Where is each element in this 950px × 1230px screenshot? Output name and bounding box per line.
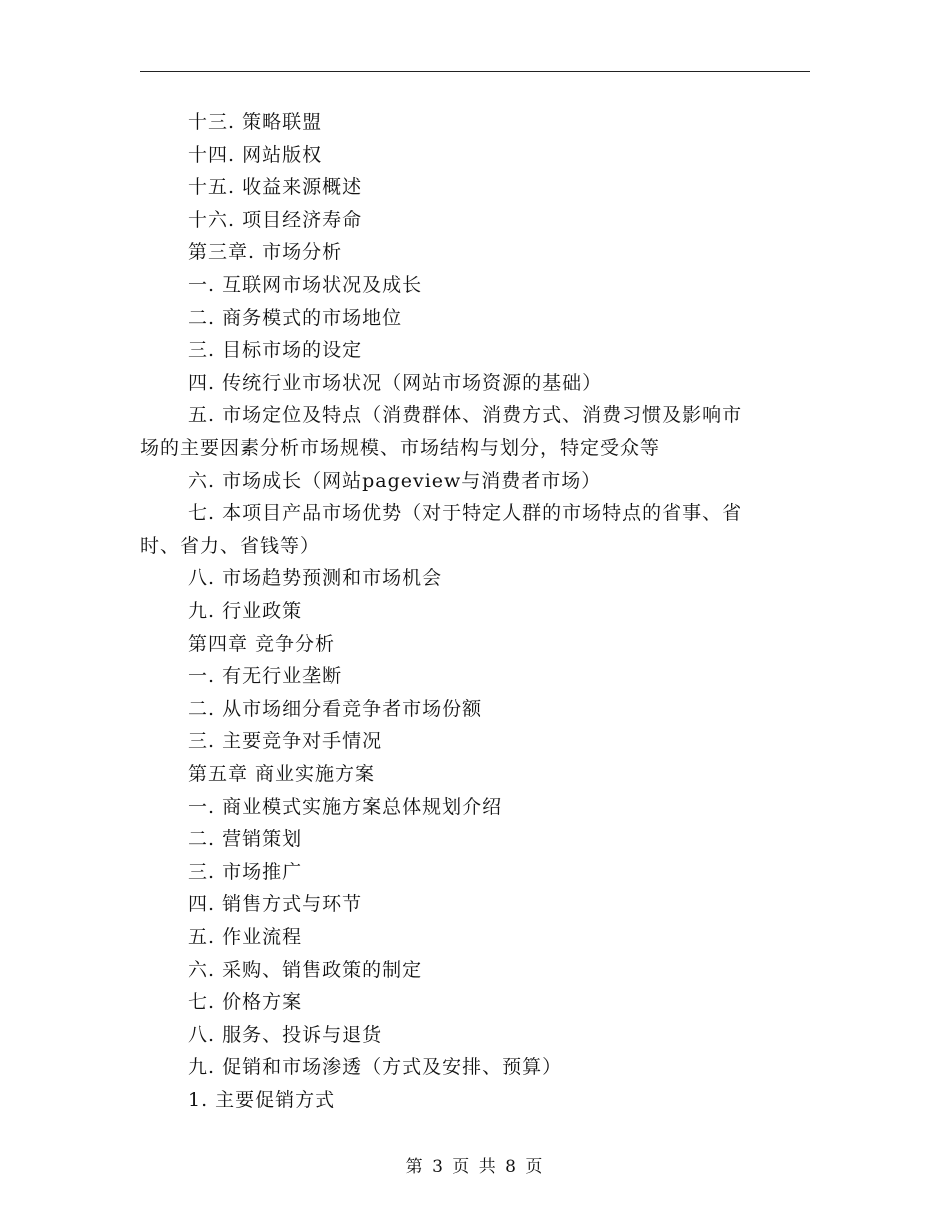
text-line: 九. 行业政策 xyxy=(188,600,303,622)
text-line: 十六. 项目经济寿命 xyxy=(188,208,363,231)
page-footer: 第 3 页 共 8 页 xyxy=(405,1157,545,1177)
text-line: 一. 有无行业垄断 xyxy=(188,665,343,688)
text-line: 二. 从市场细分看竞争者市场份额 xyxy=(188,697,483,720)
text-line: 二. 商务模式的市场地位 xyxy=(188,306,403,329)
text-line: 一. 互联网市场状况及成长 xyxy=(188,274,423,296)
text-line: 三. 市场推广 xyxy=(188,860,303,883)
text-line: 八. 服务、投诉与退货 xyxy=(188,1023,383,1046)
text-line: 一. 商业模式实施方案总体规划介绍 xyxy=(188,795,503,818)
text-line: 四. 传统行业市场状况（网站市场资源的基础） xyxy=(188,371,603,394)
text-line: 三. 主要竞争对手情况 xyxy=(188,730,383,753)
text-line: 第三章. 市场分析 xyxy=(188,241,343,264)
text-line: 六. 采购、销售政策的制定 xyxy=(188,958,423,981)
header-rule xyxy=(140,71,810,72)
text-line: 十五. 收益来源概述 xyxy=(188,176,363,199)
text-line: 五. 作业流程 xyxy=(188,926,303,948)
text-line: 七. 价格方案 xyxy=(188,991,303,1014)
text-line: 三. 目标市场的设定 xyxy=(188,339,363,362)
text-line: 二. 营销策划 xyxy=(188,828,303,851)
text-line: 四. 销售方式与环节 xyxy=(188,893,363,916)
text-line: 八. 市场趋势预测和市场机会 xyxy=(188,567,443,590)
text-line: 1. 主要促销方式 xyxy=(188,1089,336,1111)
text-line: 时、省力、省钱等） xyxy=(140,534,321,557)
text-line: 七. 本项目产品市场优势（对于特定人群的市场特点的省事、省 xyxy=(188,502,743,525)
text-line: 第四章 竞争分析 xyxy=(188,632,336,655)
text-line: 五. 市场定位及特点（消费群体、消费方式、消费习惯及影响市 xyxy=(188,404,743,427)
text-line: 十四. 网站版权 xyxy=(188,143,323,166)
text-line: 第五章 商业实施方案 xyxy=(188,763,376,785)
text-line: 九. 促销和市场渗透（方式及安排、预算） xyxy=(188,1056,563,1079)
text-line: 十三. 策略联盟 xyxy=(188,111,323,133)
text-line: 六. 市场成长（网站pageview与消费者市场） xyxy=(188,469,602,492)
text-line: 场的主要因素分析市场规模、市场结构与划分，特定受众等 xyxy=(140,437,661,459)
